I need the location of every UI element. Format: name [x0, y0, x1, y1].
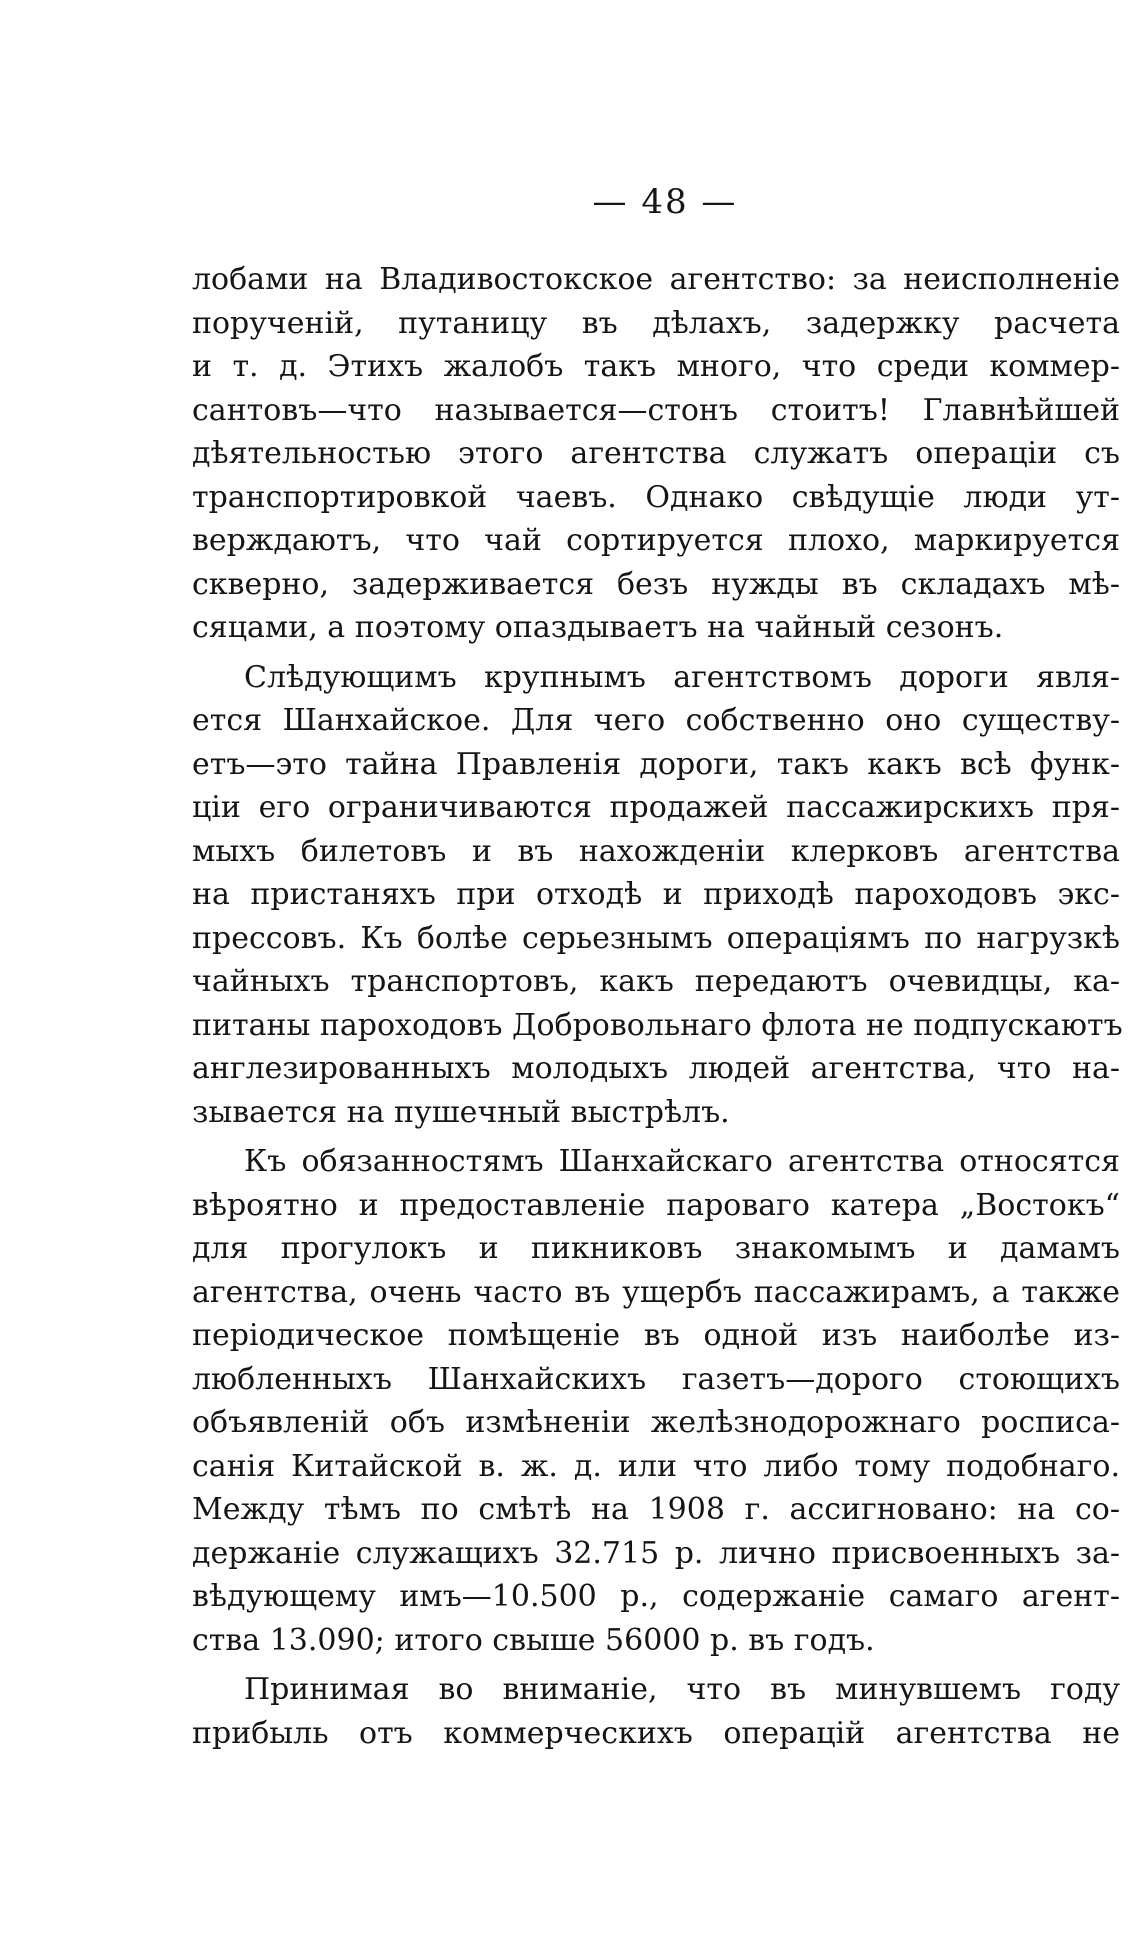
text-line: питаны пароходовъ Добровольнаго флота не подпускаютъ: [192, 1007, 1123, 1043]
text-line: на пристаняхъ при отходѣ и приходѣ пароходовъ экс-: [192, 877, 1120, 912]
text-line: ется Шанхайское. Для чего собственно оно существу-: [192, 703, 1120, 738]
text-line: скверно, задерживается безъ нужды въ складахъ мѣ-: [192, 566, 1120, 602]
text-line: ціи его ограничиваются продажей пассажирскихъ пря-: [192, 790, 1120, 825]
text-line: лобами на Владивостокское агентство: за неисполненіе: [192, 262, 1120, 297]
text-line: ства 13.090; итого свыше 56000 р. въ годъ.: [192, 1622, 875, 1658]
text-line: любленныхъ Шанхайскихъ газетъ—дорого стоющихъ: [192, 1361, 1120, 1397]
text-line: вѣдующему имъ—10.500 р., содержаніе самаго агент-: [192, 1579, 1120, 1614]
text-line: етъ—это тайна Правленія дороги, такъ какъ всѣ функ-: [192, 746, 1120, 782]
text-line: вѣроятно и предоставленіе пароваго катера „Востокъ“: [192, 1187, 1120, 1223]
body-text: [192, 258, 1123, 1755]
text-line: держаніе служащихъ 32.715 р. лично присвоенныхъ за-: [192, 1535, 1120, 1571]
text-line: объявленій объ измѣненіи желѣзнодорожнаго росписа-: [192, 1405, 1120, 1440]
text-line: Принимая во вниманіе, что въ минувшемъ году: [244, 1672, 1120, 1707]
text-line: дѣятельностью этого агентства служатъ операціи съ: [192, 436, 1120, 471]
paragraph-1: [192, 258, 1120, 650]
text-line: мыхъ билетовъ и въ нахожденіи клерковъ агентства: [192, 833, 1120, 869]
paragraph-2: [192, 656, 1123, 1135]
text-line: прибыль отъ коммерческихъ операцій агентства не: [192, 1715, 1120, 1751]
text-line: транспортировкой чаевъ. Однако свѣдущіе люди ут-: [192, 479, 1120, 515]
text-line: періодическое помѣщеніе въ одной изъ наиболѣе из-: [192, 1318, 1120, 1353]
text-line: англезированныхъ молодыхъ людей агентства, что на-: [192, 1051, 1120, 1086]
text-line: чайныхъ транспортовъ, какъ передаютъ очевидцы, ка-: [192, 964, 1120, 999]
text-line: для прогулокъ и пикниковъ знакомымъ и дамамъ: [192, 1231, 1120, 1266]
paragraph-3: [192, 1140, 1120, 1662]
text-line: зывается на пушечный выстрѣлъ.: [192, 1094, 730, 1130]
text-line: и т. д. Этихъ жалобъ такъ много, что среди коммер-: [192, 349, 1120, 384]
text-line: сяцами, а поэтому опаздываетъ на чайный сезонъ.: [192, 610, 1004, 645]
text-line: Слѣдующимъ крупнымъ агентствомъ дороги явля-: [244, 659, 1120, 695]
paragraph-4: [192, 1668, 1120, 1755]
text-line: Къ обязанностямъ Шанхайскаго агентства относятся: [244, 1144, 1120, 1179]
text-line: порученій, путаницу въ дѣлахъ, задержку расчета: [192, 305, 1120, 341]
text-line: сантовъ—что называется—стонъ стоитъ! Главнѣйшей: [192, 392, 1120, 428]
text-line: агентства, очень часто въ ущербъ пассажирамъ, а также: [192, 1274, 1120, 1310]
text-line: санія Китайской в. ж. д. или что либо тому подобнаго.: [192, 1448, 1120, 1484]
text-line: верждаютъ, что чай сортируется плохо, маркируется: [192, 523, 1120, 558]
page-number: — 48 —: [592, 182, 738, 222]
text-line: Между тѣмъ по смѣтѣ на 1908 г. ассигновано: на со-: [192, 1492, 1120, 1527]
text-line: прессовъ. Къ болѣе серьезнымъ операціямъ по нагрузкѣ: [192, 920, 1120, 956]
